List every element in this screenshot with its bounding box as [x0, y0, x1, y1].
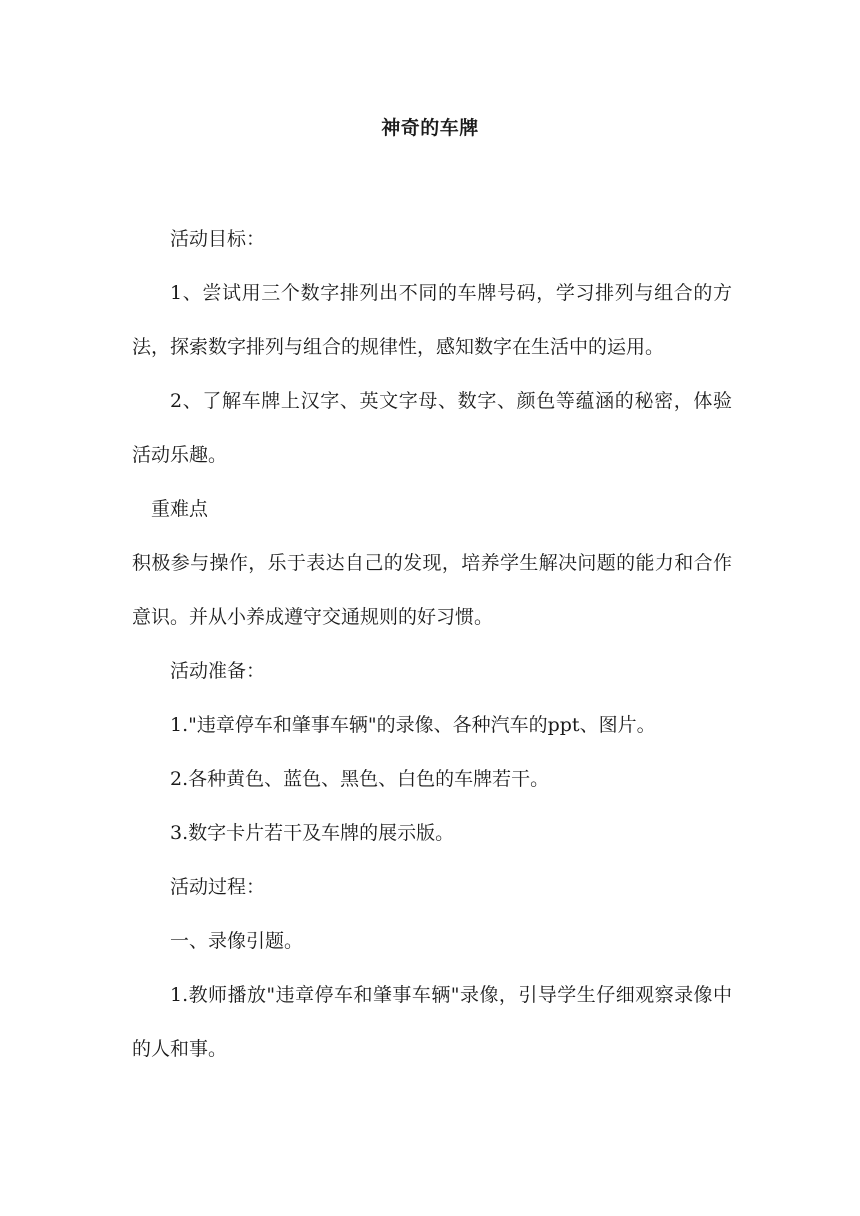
section-heading-preparation: 活动准备：	[170, 660, 266, 682]
process-step-item-1: 1.教师播放"违章停车和肇事车辆"录像，引导学生仔细观察录像中的人和事。	[132, 984, 732, 1060]
section-heading-key-points: 重难点	[151, 498, 209, 520]
preparation-item-2: 2.各种黄色、蓝色、黑色、白色的车牌若干。	[170, 768, 550, 790]
section-heading-process: 活动过程：	[170, 876, 266, 898]
goal-item-2: 2、了解车牌上汉字、英文字母、数字、颜色等蕴涵的秘密，体验活动乐趣。	[132, 390, 732, 466]
preparation-item-3: 3.数字卡片若干及车牌的展示版。	[170, 822, 455, 844]
section-heading-goals: 活动目标：	[170, 228, 266, 250]
preparation-item-1: 1."违章停车和肇事车辆"的录像、各种汽车的ppt、图片。	[170, 714, 656, 736]
process-step-heading-1: 一、录像引题。	[170, 930, 304, 952]
key-points-text: 积极参与操作，乐于表达自己的发现，培养学生解决问题的能力和合作意识。并从小养成遵守交通规则的好习惯。	[132, 552, 732, 628]
document-title: 神奇的车牌	[381, 117, 479, 139]
goal-item-1: 1、尝试用三个数字排列出不同的车牌号码，学习排列与组合的方法，探索数字排列与组合的规律性，感知数字在生活中的运用。	[132, 282, 732, 358]
document-body	[132, 212, 732, 1076]
